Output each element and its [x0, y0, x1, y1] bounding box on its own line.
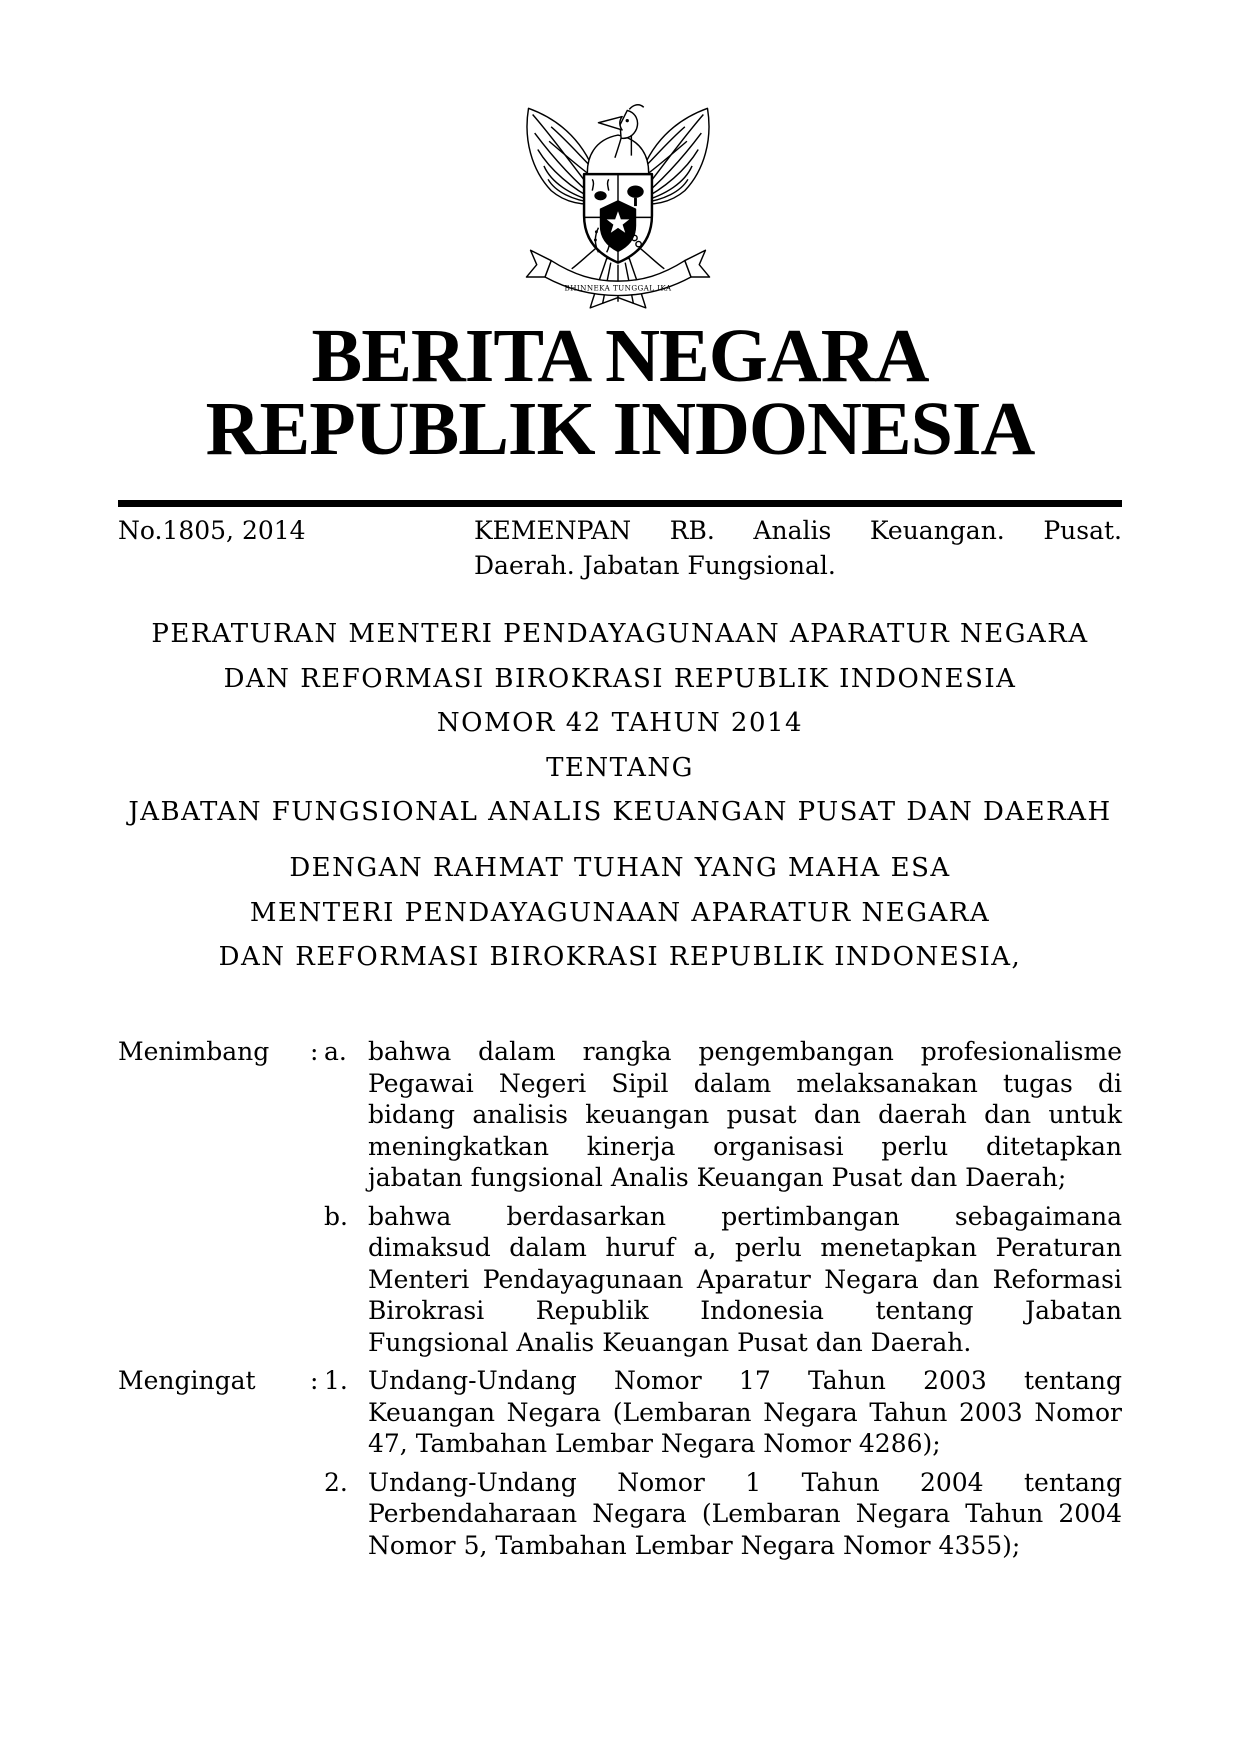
- text-line: 47, Tambahan Lembar Negara Nomor 4286);: [368, 1429, 941, 1458]
- decree-heading-line: NOMOR 42 TAHUN 2014: [436, 708, 804, 738]
- considering-separator: :: [310, 1037, 319, 1066]
- masthead-divider: [118, 500, 1122, 507]
- invocation: [118, 846, 1122, 980]
- decree-heading-line: TENTANG: [546, 752, 694, 783]
- item-marker: 1.: [324, 1366, 348, 1395]
- invocation-line: MENTERI PENDAYAGUNAAN APARATUR NEGARA: [249, 897, 991, 928]
- text-line: dimaksud dalam huruf a, perlu menetapkan Peraturan: [368, 1233, 1122, 1262]
- text-line: Birokrasi Republik Indonesia tentang Jabatan: [368, 1296, 1122, 1325]
- considering-item-b: [118, 1201, 1122, 1359]
- text-line: Undang-Undang Nomor 17 Tahun 2003 tentang: [368, 1366, 1122, 1395]
- garuda-pancasila-emblem: [520, 96, 716, 312]
- gazette-subject: [474, 513, 1122, 583]
- text-line: meningkatkan kinerja organisasi perlu ditetapkan: [368, 1131, 1122, 1161]
- decree-heading-line: JABATAN FUNGSIONAL ANALIS KEUANGAN PUSAT DAN DAERAH: [128, 797, 1112, 827]
- text-line: bidang analisis keuangan pusat dan daerah dan untuk: [368, 1100, 1122, 1129]
- item-marker: b.: [324, 1201, 348, 1231]
- emblem-ribbon-text: BHINNEKA TUNGGAL IKA: [564, 283, 672, 293]
- considering-label: Menimbang: [118, 1037, 270, 1066]
- text-line: Pegawai Negeri Sipil dalam melaksanakan tugas di: [368, 1068, 1122, 1098]
- decree-heading-line: PERATURAN MENTERI PENDAYAGUNAAN APARATUR NEGARA: [151, 619, 1089, 649]
- text-line: jabatan fungsional Analis Keuangan Pusat dan Daerah;: [368, 1163, 1067, 1192]
- subject-line: KEMENPAN RB. Analis Keuangan. Pusat.: [474, 516, 1122, 545]
- recalling-item-1: [118, 1365, 1122, 1460]
- issue-number: No.1805, 2014: [118, 516, 306, 545]
- text-line: Keuangan Negara (Lembaran Negara Tahun 2003 Nomor: [368, 1397, 1122, 1427]
- gazette-title-line1: BERITA NEGARA: [311, 314, 929, 398]
- masthead-row: [118, 513, 1122, 583]
- item-marker: 2.: [324, 1467, 348, 1497]
- invocation-line: DAN REFORMASI BIROKRASI REPUBLIK INDONESIA,: [218, 942, 1022, 972]
- decree-heading-line: DAN REFORMASI BIROKRASI REPUBLIK INDONESIA: [223, 663, 1017, 694]
- text-line: bahwa berdasarkan pertimbangan sebagaimana: [368, 1201, 1122, 1231]
- recalling-separator: :: [310, 1366, 319, 1395]
- item-text: [368, 1036, 1122, 1194]
- text-line: Menteri Pendayagunaan Aparatur Negara dan Reformasi: [368, 1264, 1122, 1294]
- text-line: Nomor 5, Tambahan Lembar Negara Nomor 4355);: [368, 1530, 1021, 1560]
- document-body: [118, 1036, 1122, 1561]
- text-line: Undang-Undang Nomor 1 Tahun 2004 tentang: [368, 1467, 1122, 1497]
- decree-heading: [118, 612, 1122, 835]
- recalling-item-2: [118, 1467, 1122, 1562]
- text-line: Perbendaharaan Negara (Lembaran Negara Tahun 2004: [368, 1499, 1122, 1528]
- recalling-label: Mengingat: [118, 1366, 256, 1395]
- gazette-title: [0, 314, 1240, 471]
- text-line: Fungsional Analis Keuangan Pusat dan Daerah.: [368, 1327, 972, 1357]
- gazette-title-line2: REPUBLIK INDONESIA: [205, 387, 1035, 471]
- item-text: [368, 1201, 1122, 1359]
- text-line: bahwa dalam rangka pengembangan profesionalisme: [368, 1037, 1122, 1066]
- subject-line: Daerah. Jabatan Fungsional.: [474, 551, 836, 580]
- item-text: [368, 1365, 1122, 1460]
- considering-item-a: [118, 1036, 1122, 1194]
- item-text: [368, 1467, 1122, 1562]
- invocation-line: DENGAN RAHMAT TUHAN YANG MAHA ESA: [289, 853, 951, 883]
- item-marker: a.: [324, 1037, 347, 1066]
